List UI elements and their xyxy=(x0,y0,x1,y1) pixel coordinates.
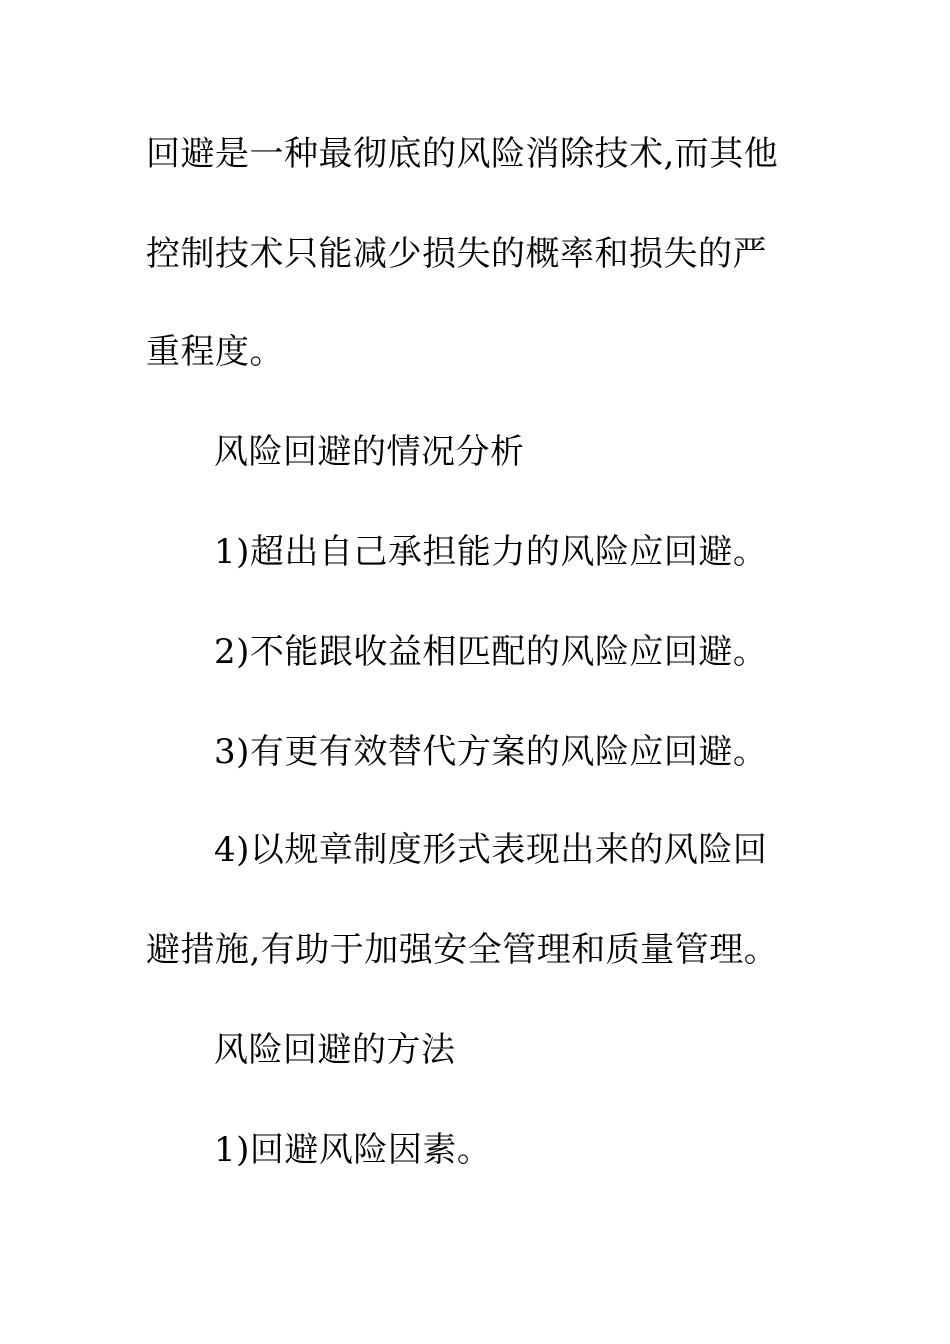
list-item: 4)以规章制度形式表现出来的风险回 xyxy=(214,830,768,870)
paragraph-line: 回避是一种最彻底的风险消除技术,而其他 xyxy=(146,134,779,174)
list-item: 1)超出自己承担能力的风险应回避。 xyxy=(214,532,768,572)
list-item: 3)有更有效替代方案的风险应回避。 xyxy=(214,732,768,772)
list-item: 2)不能跟收益相匹配的风险应回避。 xyxy=(214,632,768,672)
list-item-continuation: 避措施,有助于加强安全管理和质量管理。 xyxy=(146,930,779,970)
section-heading: 风险回避的情况分析 xyxy=(214,432,525,472)
list-item: 1)回避风险因素。 xyxy=(214,1130,492,1170)
section-heading: 风险回避的方法 xyxy=(214,1030,456,1070)
paragraph-line: 重程度。 xyxy=(146,332,284,372)
paragraph-line: 控制技术只能减少损失的概率和损失的严 xyxy=(146,234,767,274)
